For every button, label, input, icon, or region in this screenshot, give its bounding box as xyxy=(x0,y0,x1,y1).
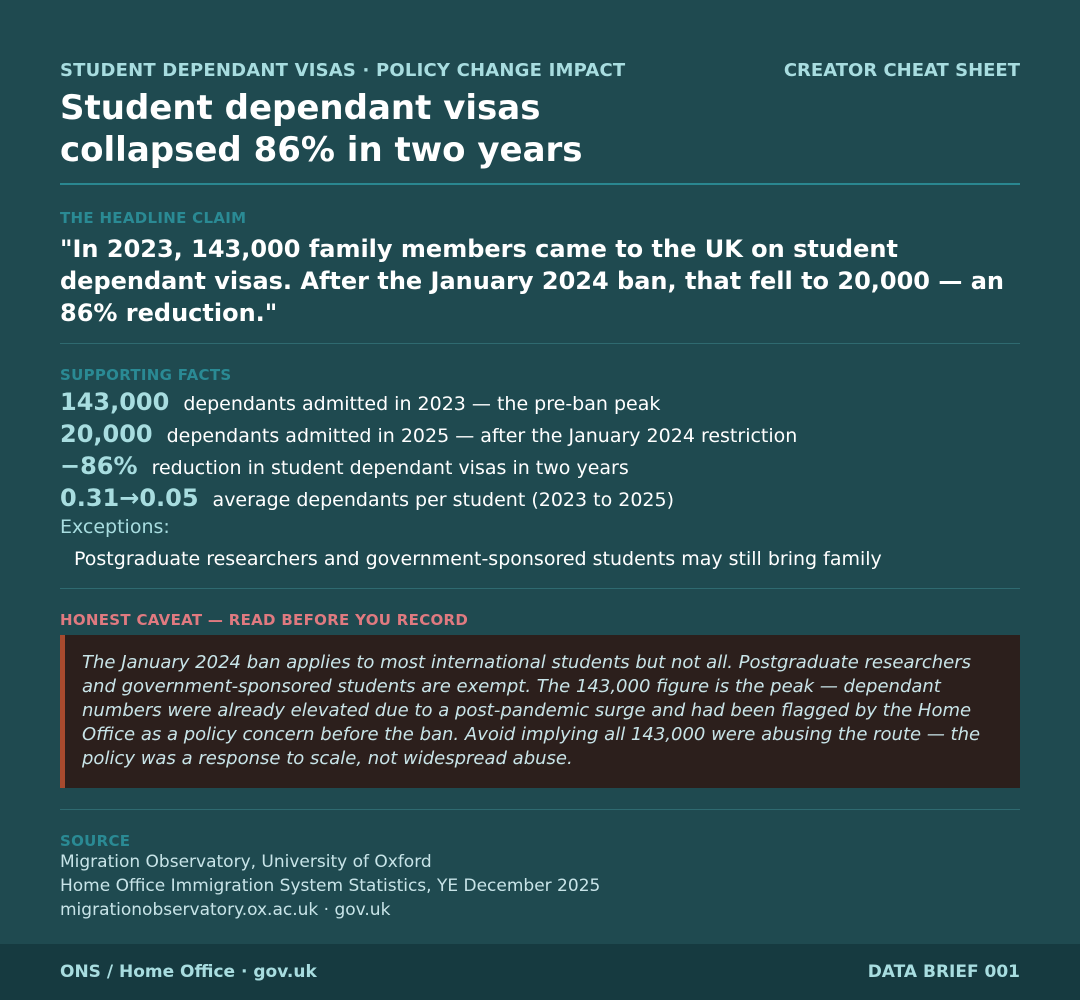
fact-text: dependants admitted in 2025 — after the January 2024 restriction xyxy=(166,425,798,447)
caveat-section xyxy=(60,611,1020,788)
divider xyxy=(60,343,1020,344)
fact-text: average dependants per student (2023 to 2025) xyxy=(212,489,675,511)
footer-source: ONS / Home Office · gov.uk xyxy=(60,962,317,982)
fact-text: dependants admitted in 2023 — the pre-ban peak xyxy=(183,393,661,415)
source-line: Home Office Immigration System Statistics, YE December 2025 xyxy=(60,876,601,896)
kicker: STUDENT DEPENDANT VISAS · POLICY CHANGE IMPACT xyxy=(60,60,626,81)
title-line-1: Student dependant visas xyxy=(60,88,541,128)
source-section xyxy=(60,832,1020,922)
source-label: SOURCE xyxy=(60,832,131,850)
caveat-text: The January 2024 ban applies to most international students but not all. Postgraduate researchers and government-sponsored students are exempt. The 143,000 figure is the peak — dependant numbers were already elevated due to a post-pandemic surge and had been flagged by the Home Office as a policy concern before the ban. Avoid implying all 143,000 were abusing the route — the policy was a response to scale, not widespread abuse. xyxy=(82,652,981,769)
fact-row xyxy=(60,420,1020,448)
fact-value: −86% xyxy=(60,452,138,480)
fact-value: 143,000 xyxy=(60,388,170,416)
exceptions-label: Exceptions: xyxy=(60,516,170,538)
divider xyxy=(60,809,1020,810)
page-title xyxy=(60,87,1020,171)
caveat-box xyxy=(60,635,1020,788)
fact-row xyxy=(60,388,1020,416)
fact-value: 0.31→0.05 xyxy=(60,484,199,512)
fact-row xyxy=(60,484,1020,512)
facts-section xyxy=(60,366,1020,570)
exceptions-item: Postgraduate researchers and government-sponsored students may still bring family xyxy=(74,548,882,570)
cheat-sheet xyxy=(60,60,1020,922)
source-line: migrationobservatory.ox.ac.uk · gov.uk xyxy=(60,900,391,920)
claim-text: "In 2023, 143,000 family members came to the UK on student dependant visas. After the January 2024 ban, that fell to 20,000 — an 86% reduction." xyxy=(60,235,1004,327)
badge: CREATOR CHEAT SHEET xyxy=(783,60,1020,81)
claim-section xyxy=(60,209,1020,329)
title-divider xyxy=(60,183,1020,185)
header-bar xyxy=(60,60,1020,81)
facts-label: SUPPORTING FACTS xyxy=(60,366,232,384)
caveat-label: HONEST CAVEAT — READ BEFORE YOU RECORD xyxy=(60,611,469,629)
footer-brief-id: DATA BRIEF 001 xyxy=(867,962,1020,982)
source-line: Migration Observatory, University of Oxford xyxy=(60,852,432,872)
fact-value: 20,000 xyxy=(60,420,153,448)
fact-text: reduction in student dependant visas in two years xyxy=(151,457,629,479)
claim-label: THE HEADLINE CLAIM xyxy=(60,209,247,227)
footer-bar xyxy=(0,944,1080,1000)
divider xyxy=(60,588,1020,589)
title-line-2: collapsed 86% in two years xyxy=(60,130,583,170)
fact-row xyxy=(60,452,1020,480)
